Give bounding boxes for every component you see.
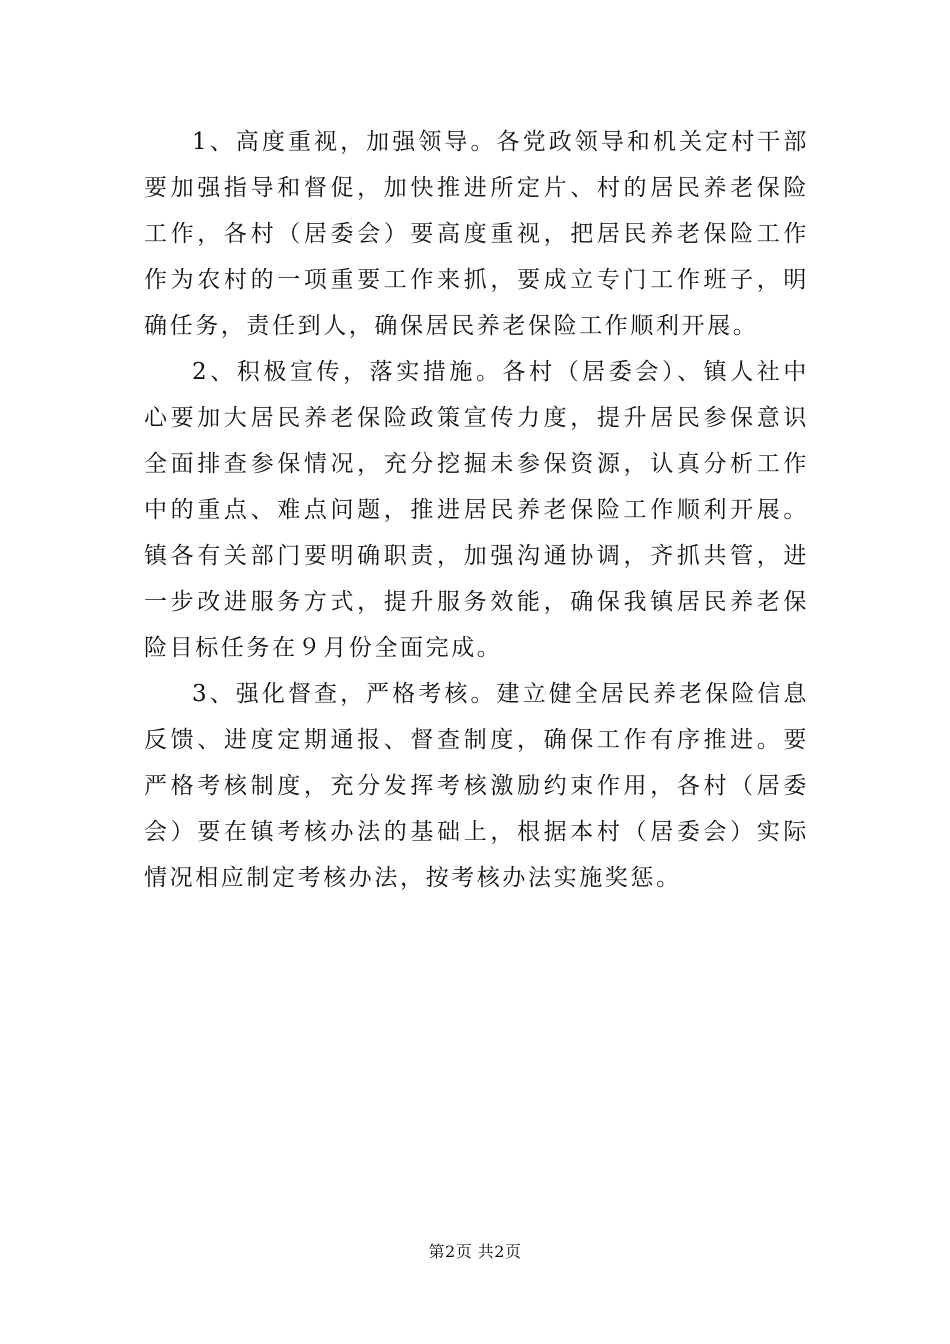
paragraph-assessment: 3、强化督查，严格考核。建立健全居民养老保险信息反馈、进度定期通报、督查制度，确保工作有序推进。要严格考核制度，充分发挥考核激励约束作用，各村（居委会）要在镇考核办法的基础上，根据本村（居委会）实际情况相应制定考核办法，按考核办法实施奖惩。 (144, 681, 809, 891)
page-footer: 第2页 共2页 (428, 1242, 522, 1261)
paragraph-leadership: 1、高度重视，加强领导。各党政领导和机关定村干部要加强指导和督促，加快推进所定片、村的居民养老保险工作，各村（居委会）要高度重视，把居民养老保险工作作为农村的一项重要工作来抓，要成立专门工作班子，明确任务，责任到人，确保居民养老保险工作顺利开展。 (144, 129, 809, 339)
document-body (144, 119, 809, 901)
paragraph-publicity: 2、积极宣传，落实措施。各村（居委会）、镇人社中心要加大居民养老保险政策宣传力度，提升居民参保意识全面排查参保情况，充分挖掘未参保资源，认真分析工作中的重点、难点问题，推进居民养老保险工作顺利开展。镇各有关部门要明确职责，加强沟通协调，齐抓共管，进一步改进服务方式，提升服务效能，确保我镇居民养老保险目标任务在９月份全面完成。 (144, 359, 809, 661)
